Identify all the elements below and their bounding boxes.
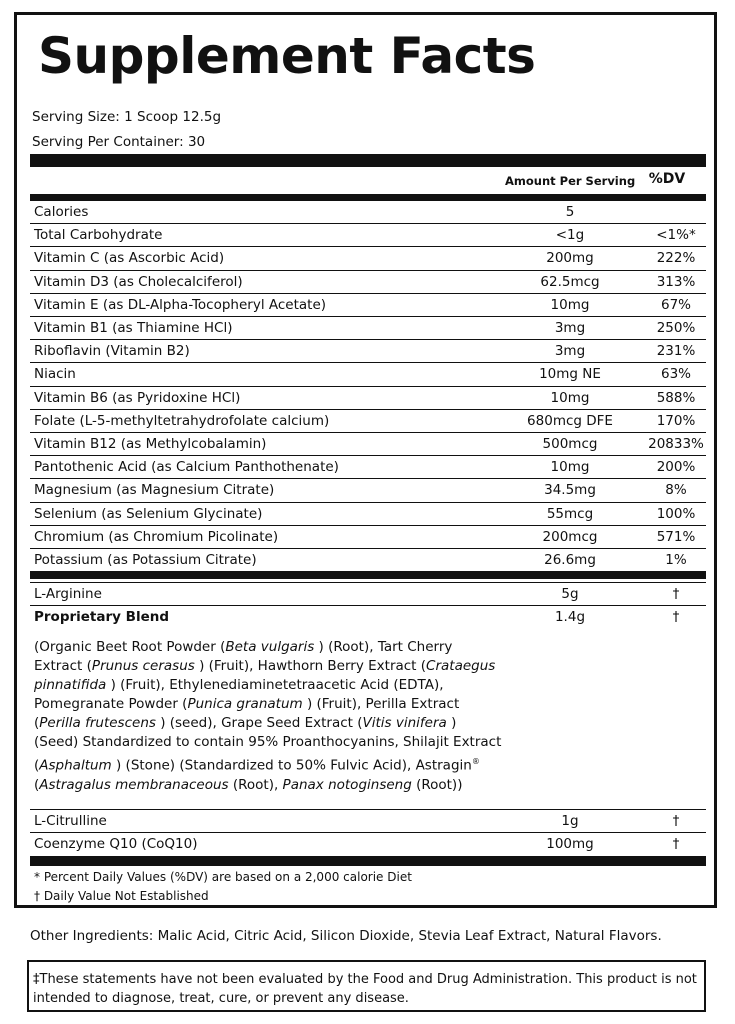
row-amount: 10mg: [550, 389, 590, 406]
table-row: [30, 478, 706, 501]
row-dv: 67%: [660, 296, 691, 313]
row-name: L-Citrulline: [34, 813, 107, 829]
panel-title: Supplement Facts: [38, 27, 536, 85]
supplement-facts-panel: [14, 12, 717, 908]
row-name: Chromium (as Chromium Picolinate): [34, 528, 279, 545]
amount-per-serving-header: Amount Per Serving: [505, 174, 636, 188]
row-dv: 20833%: [648, 436, 704, 452]
row-amount: 1g: [561, 813, 579, 829]
row-amount: 200mg: [546, 250, 594, 267]
row-name: Vitamin D3 (as Cholecalciferol): [34, 273, 243, 290]
table-row: [30, 455, 706, 478]
serving-size: Serving Size: 1 Scoop 12.5g: [32, 109, 222, 125]
row-dv: 200%: [656, 459, 696, 476]
row-name: Magnesium (as Magnesium Citrate): [34, 482, 275, 499]
proprietary-blend-ingredients: (Organic Beet Root Powder (Beta vulgaris ) (Root), Tart Cherry Extract (Prunus cerasus ) (Fruit), Hawthorn Berry Extract (Crataegus pinnatifida ) (Fruit), Ethylenediaminetetraacetic Acid (EDTA), Pomegranate Powder (Punica granatum ) (Fruit), Perilla Extract (Perilla frutescens ) (seed), Grape Seed Extract (Vitis vinifera ) (Seed) Standardized to contain 95% Proanthocyanins, Shilajit Extract (Asphaltum ) (Stone) (Standardized to 50% Fulvic Acid), Astragin® (Astragalus membranaceous (Root), Panax notoginseng (Root)): [34, 639, 502, 793]
row-name: Selenium (as Selenium Glycinate): [34, 505, 263, 522]
row-dv: 571%: [656, 528, 696, 545]
row-name: Riboflavin (Vitamin B2): [34, 343, 190, 360]
row-dv: 63%: [660, 366, 691, 383]
other-ingredients: Other Ingredients: Malic Acid, Citric Acid, Silicon Dioxide, Stevia Leaf Extract, Natural Flavors.: [30, 928, 662, 944]
thick-divider: [30, 154, 706, 167]
table-row: [30, 502, 706, 525]
row-dv: 588%: [656, 389, 696, 406]
row-dv: 100%: [656, 505, 696, 522]
row-amount: 62.5mcg: [540, 273, 600, 290]
row-amount: 1.4g: [554, 609, 586, 625]
row-amount: 10mg: [550, 296, 590, 313]
dv-header: %DV: [648, 171, 686, 187]
row-name: Folate (L-5-methyltetrahydrofolate calcium): [34, 412, 330, 429]
row-name: Vitamin B12 (as Methylcobalamin): [34, 436, 267, 452]
row-amount: 34.5mg: [544, 482, 596, 499]
row-amount: 100mg: [546, 836, 594, 852]
row-amount: <1g: [555, 227, 585, 244]
row-dv: 313%: [656, 273, 696, 290]
row-dv: 231%: [656, 343, 696, 360]
bottom-divider: [30, 856, 706, 866]
row-amount: 26.6mg: [544, 552, 596, 568]
row-dv: †: [672, 586, 680, 602]
row-name: Proprietary Blend: [34, 609, 169, 625]
row-name: Total Carbohydrate: [34, 227, 163, 244]
row-amount: 10mg: [550, 459, 590, 476]
row-name: Vitamin B1 (as Thiamine HCl): [34, 320, 233, 336]
table-row: [30, 223, 706, 246]
dagger-footnote: † Daily Value Not Established: [34, 889, 209, 903]
row-amount: 680mcg DFE: [527, 412, 613, 429]
table-row: [30, 293, 706, 316]
table-row: [30, 582, 706, 605]
row-name: Pantothenic Acid (as Calcium Panthothenate): [34, 459, 339, 476]
row-name: Potassium (as Potassium Citrate): [34, 552, 257, 568]
row-amount: 55mcg: [546, 505, 594, 522]
section-divider: [30, 571, 706, 579]
row-amount: 5: [565, 204, 575, 220]
row-dv: †: [672, 609, 680, 625]
fda-disclaimer: ‡These statements have not been evaluated by the Food and Drug Administration. This product is not intended to diagnose, treat, cure, or prevent any disease.: [27, 960, 706, 1012]
row-amount: 5g: [561, 586, 579, 602]
row-amount: 3mg: [554, 343, 586, 360]
row-amount: 200mcg: [542, 528, 598, 545]
table-row: [30, 809, 706, 832]
row-amount: 3mg: [554, 320, 586, 336]
table-row: [30, 525, 706, 548]
row-dv: †: [672, 836, 680, 852]
row-name: Vitamin E (as DL-Alpha-Tocopheryl Acetate): [34, 296, 327, 313]
row-amount: 500mcg: [542, 436, 598, 452]
table-row: [30, 605, 706, 628]
row-dv: 170%: [656, 412, 696, 429]
table-row: [30, 386, 706, 409]
row-dv: 1%: [665, 552, 687, 568]
row-name: Niacin: [34, 366, 76, 383]
table-row: [30, 432, 706, 455]
row-name: Vitamin B6 (as Pyridoxine HCl): [34, 389, 241, 406]
table-row: [30, 362, 706, 385]
table-row: [30, 200, 706, 223]
table-row: [30, 316, 706, 339]
row-name: Calories: [34, 204, 89, 220]
dv-footnote: * Percent Daily Values (%DV) are based on a 2,000 calorie Diet: [34, 870, 412, 884]
table-row: [30, 832, 706, 855]
row-dv: 250%: [656, 320, 696, 336]
row-amount: 10mg NE: [539, 366, 601, 383]
row-dv: 222%: [656, 250, 696, 267]
row-dv: 8%: [665, 482, 687, 499]
row-dv: †: [672, 813, 680, 829]
row-name: Vitamin C (as Ascorbic Acid): [34, 250, 225, 267]
table-row: [30, 270, 706, 293]
row-dv: <1%*: [656, 227, 696, 244]
row-name: L-Arginine: [34, 586, 102, 602]
servings-per-container: Serving Per Container: 30: [32, 134, 206, 150]
table-row: [30, 548, 706, 571]
row-name: Coenzyme Q10 (CoQ10): [34, 836, 198, 852]
table-row: [30, 246, 706, 269]
table-row: [30, 409, 706, 432]
table-row: [30, 339, 706, 362]
